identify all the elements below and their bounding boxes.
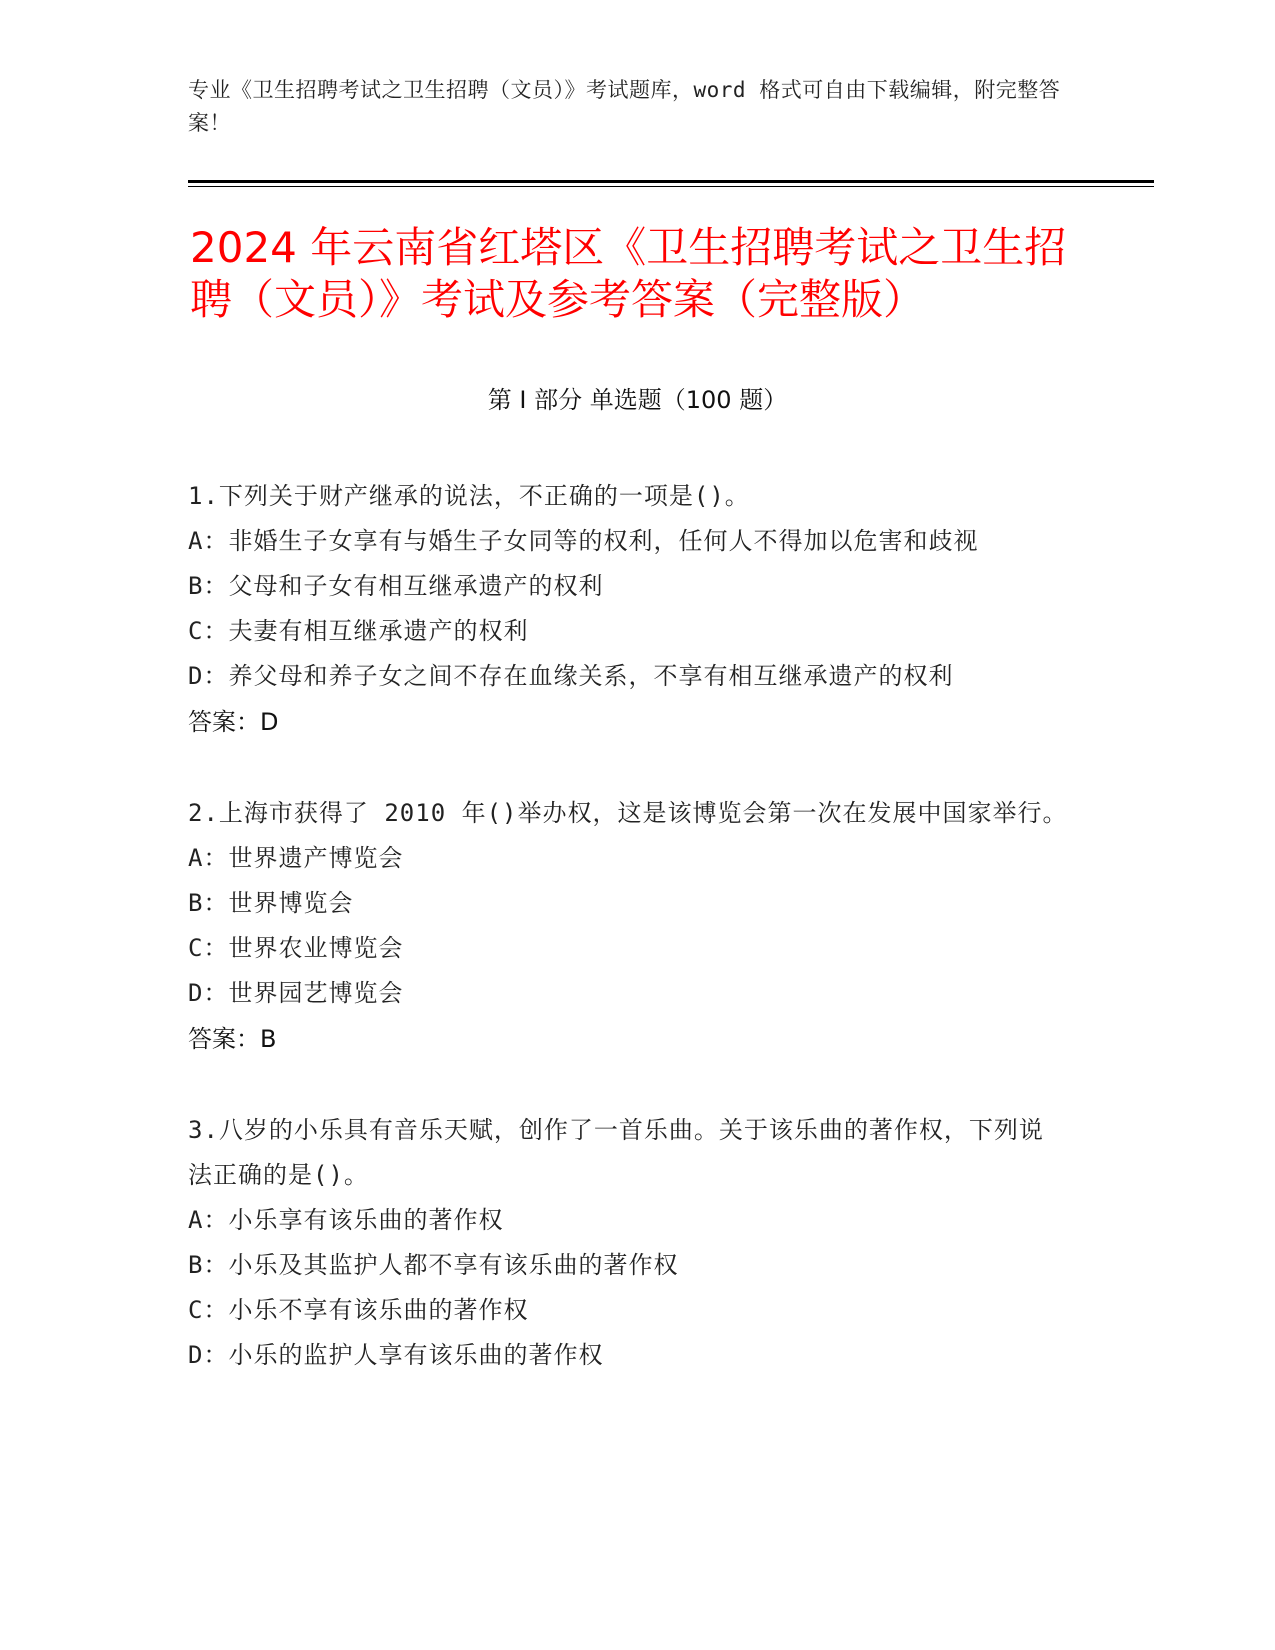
option-d: D：小乐的监护人享有该乐曲的著作权 bbox=[188, 1341, 604, 1369]
document-title: 2024 年云南省红塔区《卫生招聘考试之卫生招聘（文员）》考试及参考答案（完整版） bbox=[190, 223, 1067, 324]
option-c: C：小乐不享有该乐曲的著作权 bbox=[188, 1296, 529, 1324]
option-d: D：世界园艺博览会 bbox=[188, 979, 404, 1007]
option-b: B：小乐及其监护人都不享有该乐曲的著作权 bbox=[188, 1251, 679, 1279]
question-stem: 3.八岁的小乐具有音乐天赋，创作了一首乐曲。关于该乐曲的著作权，下列说法正确的是()。 bbox=[188, 1116, 1044, 1189]
question-answer: 答案：B bbox=[188, 1025, 277, 1053]
header-divider-thick bbox=[188, 180, 1154, 183]
option-a: A：小乐享有该乐曲的著作权 bbox=[188, 1206, 504, 1234]
question-1 bbox=[188, 474, 1068, 745]
question-stem: 1.下列关于财产继承的说法，不正确的一项是()。 bbox=[188, 482, 750, 510]
question-3 bbox=[188, 1108, 1068, 1378]
question-stem: 2.上海市获得了 2010 年()举办权，这是该博览会第一次在发展中国家举行。 bbox=[188, 799, 1068, 827]
option-a: A：非婚生子女享有与婚生子女同等的权利，任何人不得加以危害和歧视 bbox=[188, 527, 979, 555]
section-title: 第 I 部分 单选题（100 题） bbox=[487, 386, 788, 414]
option-b: B：世界博览会 bbox=[188, 889, 354, 917]
question-answer: 答案：D bbox=[188, 708, 279, 736]
option-d: D：养父母和养子女之间不存在血缘关系，不享有相互继承遗产的权利 bbox=[188, 662, 954, 690]
option-a: A：世界遗产博览会 bbox=[188, 844, 404, 872]
option-b: B：父母和子女有相互继承遗产的权利 bbox=[188, 572, 604, 600]
question-2 bbox=[188, 791, 1068, 1062]
header-divider-thin bbox=[188, 186, 1154, 187]
header-note: 专业《卫生招聘考试之卫生招聘（文员）》考试题库，word 格式可自由下载编辑，附完整答案！ bbox=[188, 78, 1061, 135]
option-c: C：世界农业博览会 bbox=[188, 934, 404, 962]
option-c: C：夫妻有相互继承遗产的权利 bbox=[188, 617, 529, 645]
question-list bbox=[188, 474, 1068, 1424]
